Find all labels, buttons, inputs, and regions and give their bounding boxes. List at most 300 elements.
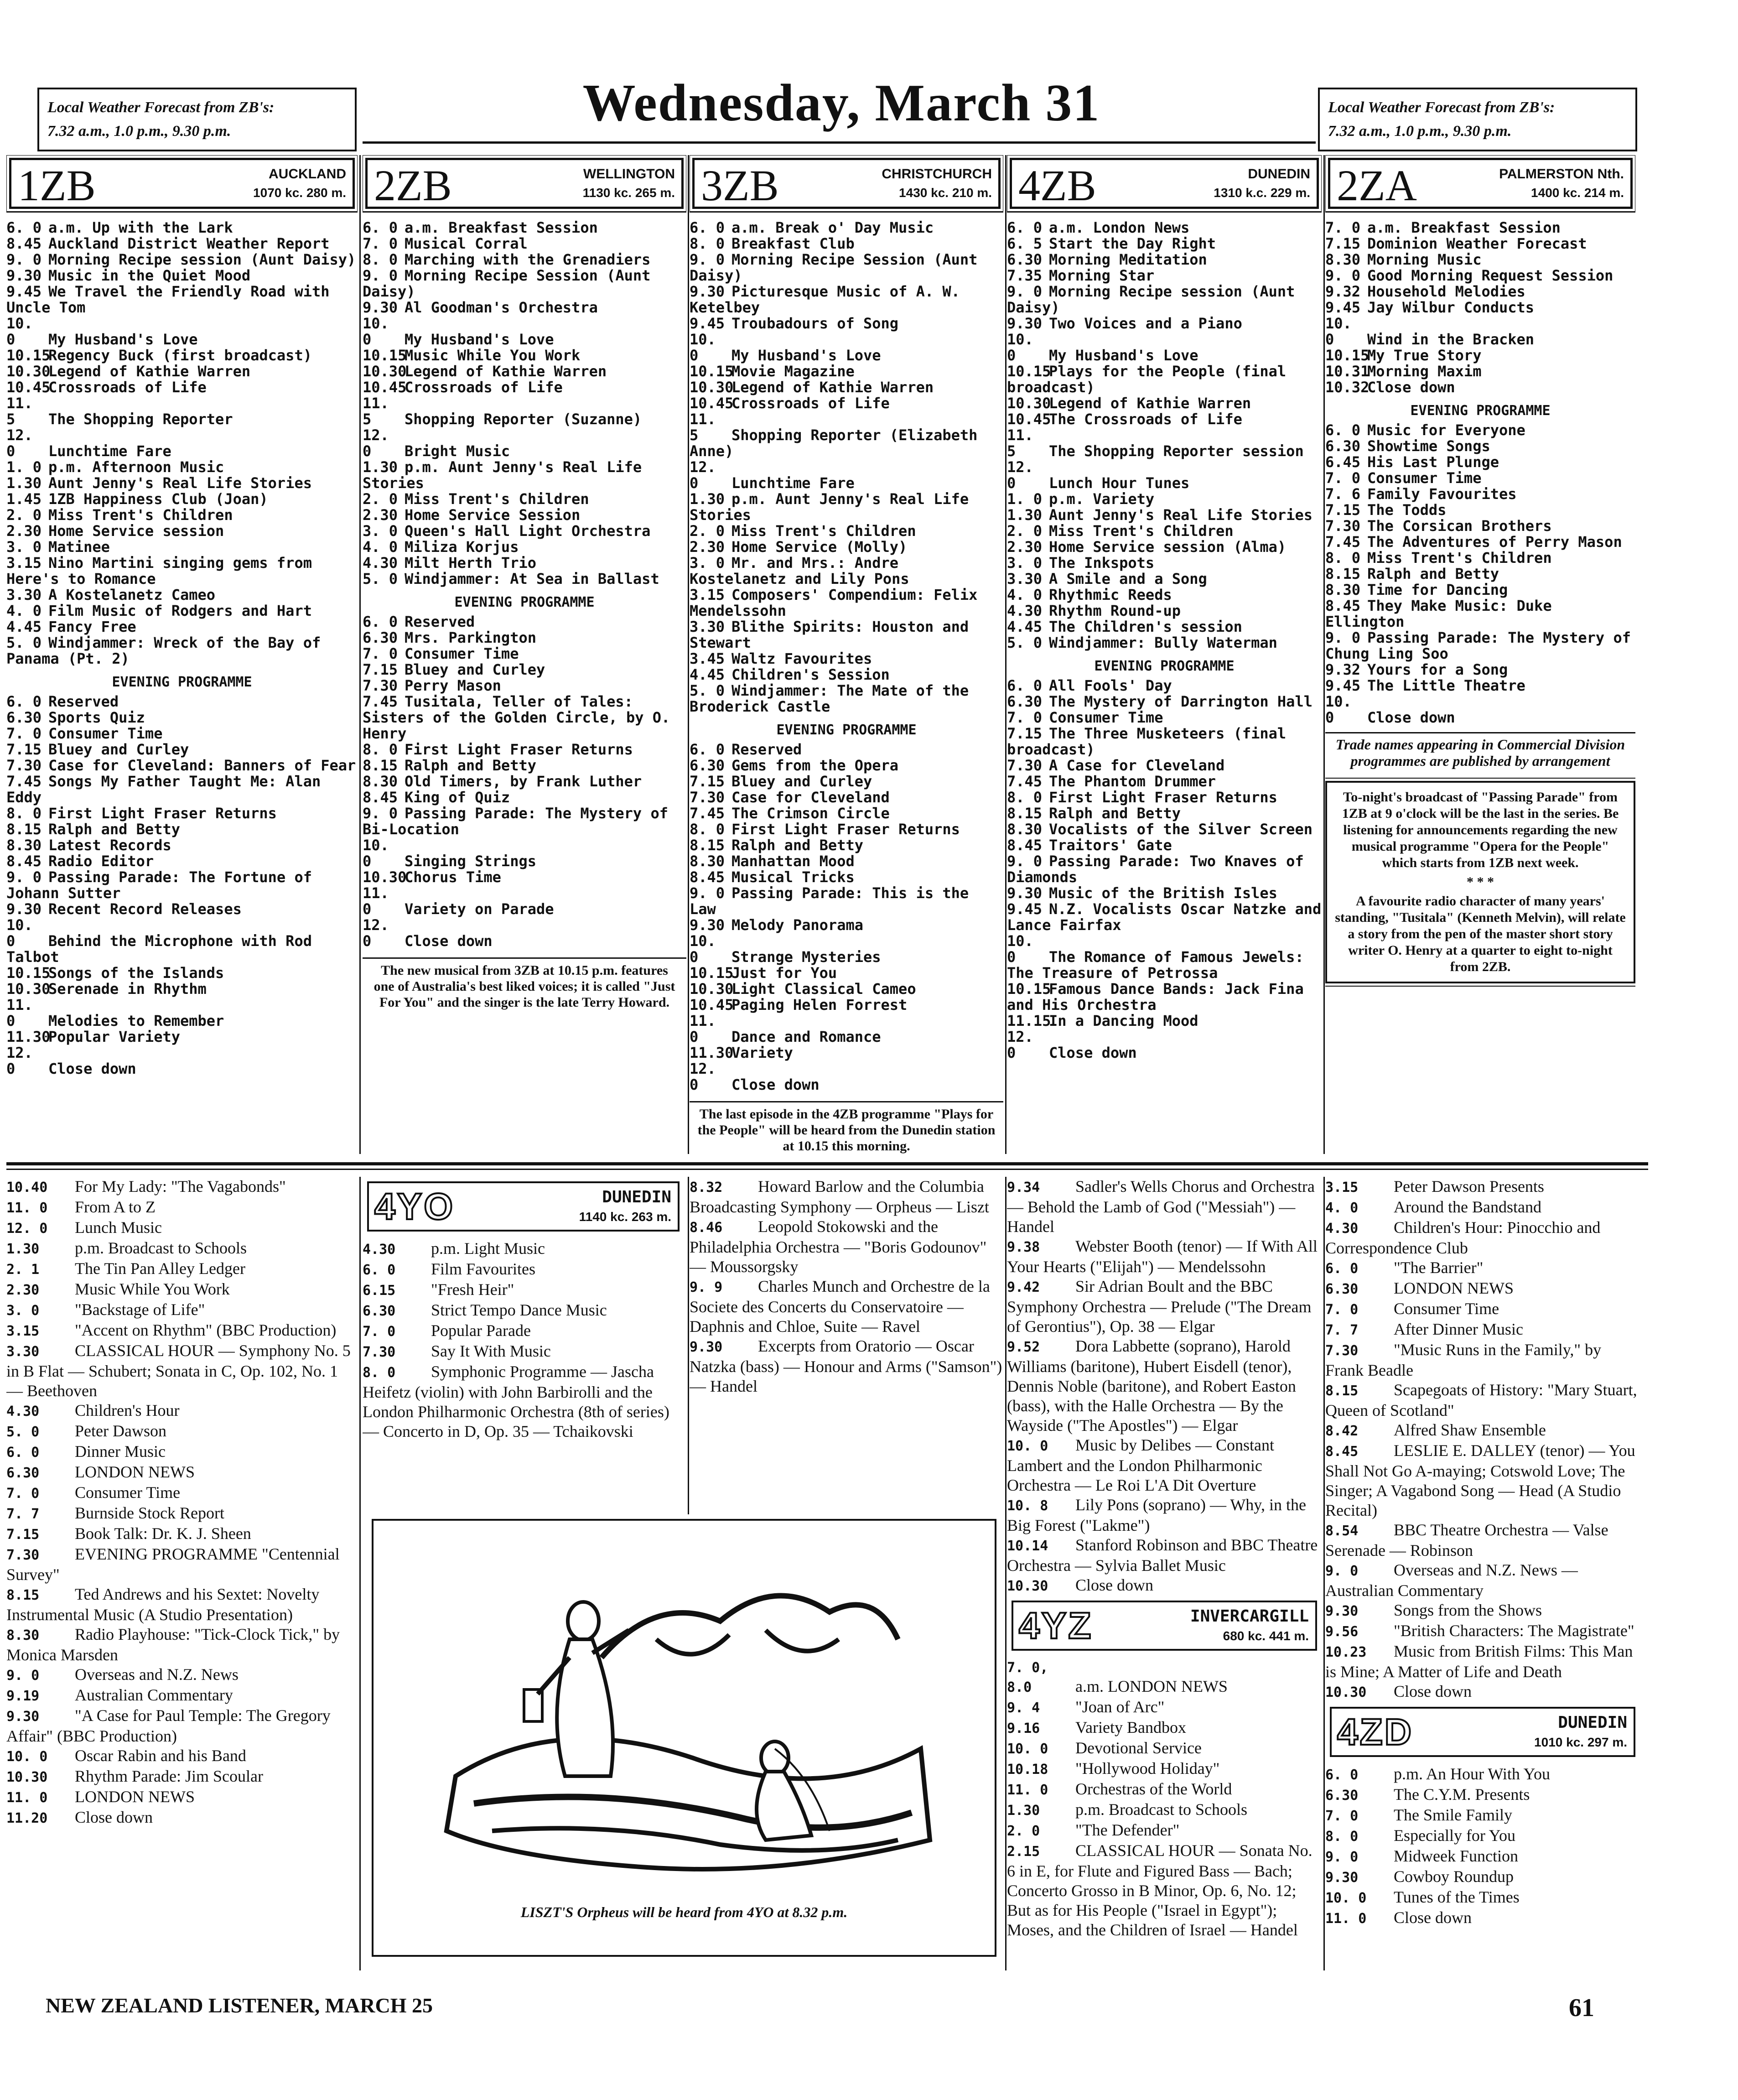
programme-entry <box>6 364 358 379</box>
station-column-1zb <box>6 155 358 1154</box>
programme-title: Cowboy Roundup <box>1394 1867 1514 1886</box>
programme-entry <box>6 268 358 284</box>
programme-title: Alfred Shaw Ensemble <box>1394 1421 1546 1439</box>
programme-entry <box>1007 981 1322 1013</box>
programme-time: 8.42 <box>1325 1423 1359 1439</box>
programme-time: 7.45 <box>1007 773 1043 790</box>
programme-time: 9. 0 <box>363 805 398 822</box>
programme-title: Legend of Kathie Warren <box>405 363 607 380</box>
programme-title: The Smile Family <box>1394 1806 1512 1824</box>
programme-time: 7. 0 <box>1325 1302 1359 1318</box>
programme-time: 6. 0 <box>1325 421 1361 439</box>
programme-time: 8.32 <box>690 1180 723 1196</box>
programme-time: 6. 5 <box>1007 235 1043 252</box>
programme-title: Miss Trent's Children <box>732 522 916 540</box>
station-frequency: 1310 k.c. 229 m. <box>1214 186 1310 200</box>
programme-entry <box>1007 1841 1322 1940</box>
programme-entry <box>6 1483 358 1503</box>
programme-title: Bluey and Curley <box>48 741 189 758</box>
programme-time: 12. 0 <box>690 1060 716 1093</box>
programme-entry <box>690 1045 1003 1061</box>
weather-times: 7.32 a.m., 1.0 p.m., 9.30 p.m. <box>47 123 231 140</box>
programme-entry <box>1007 1658 1322 1697</box>
programme-title: Close down <box>1394 1908 1472 1927</box>
programme-time: 10. 0 <box>1007 1438 1048 1454</box>
lower-column-5 <box>1325 1177 1640 1980</box>
programme-title: Children's Hour <box>75 1401 180 1419</box>
programme-title: Excerpts from Oratorio — Oscar Natzka (bass) — Honour and Arms ("Samson") — Handel <box>690 1337 1002 1395</box>
programme-time: 11. 5 <box>363 395 389 428</box>
programme-time: 12. 0 <box>6 1044 33 1077</box>
programme-entry <box>690 742 1003 758</box>
programme-entry <box>1325 1320 1640 1340</box>
programme-entry <box>1325 1177 1640 1197</box>
programme-time: 10. 0 <box>363 837 389 870</box>
programme-title: a.m. London News <box>1049 219 1190 236</box>
programme-time: 7. 7 <box>6 1506 40 1522</box>
programme-title: For My Lady: "The Vagabonds" <box>75 1177 286 1196</box>
programme-title: Waltz Favourites <box>732 650 872 667</box>
programme-entry <box>1325 1601 1640 1621</box>
programme-entry <box>363 885 686 917</box>
programme-time: 10.45 <box>1007 411 1051 428</box>
programme-title: Chorus Time <box>405 868 501 886</box>
programme-title: Radio Playhouse: "Tick-Clock Tick," by Monica Marsden <box>6 1625 340 1664</box>
programme-time: 3.30 <box>6 1344 40 1360</box>
programme-title: Crossroads of Life <box>732 395 890 412</box>
programme-time: 6. 0 <box>690 741 725 758</box>
programme-time: 10.30 <box>1325 1684 1367 1700</box>
programme-time: 7.30 <box>1007 757 1043 774</box>
programme-time: 11. 0 <box>363 884 389 918</box>
programme-entry <box>363 1259 684 1280</box>
programme-entry <box>690 364 1003 379</box>
programme-entry <box>363 1239 684 1259</box>
programme-title: Rhythmic Reeds <box>1049 586 1172 603</box>
station-frequency: 1130 kc. 265 m. <box>582 186 675 200</box>
programme-time: 2.30 <box>1007 538 1043 556</box>
programme-title: Popular Variety <box>48 1028 180 1045</box>
programme-entry <box>690 885 1003 917</box>
lower-column-4 <box>1007 1177 1322 1980</box>
programme-time: 8. 0 <box>6 805 42 822</box>
column-divider <box>1323 1177 1325 1970</box>
programme-entry <box>6 1746 358 1767</box>
programme-time: 8.45 <box>6 235 42 252</box>
programme-entry <box>1325 252 1635 268</box>
programme-time: 8.46 <box>690 1220 723 1236</box>
programme-title: Case for Cleveland <box>732 789 890 806</box>
programme-entry <box>363 523 686 539</box>
programme-title: a.m. LONDON NEWS <box>1075 1677 1228 1695</box>
programme-entry <box>1325 1621 1640 1642</box>
programme-title: Melody Panorama <box>732 916 863 934</box>
programme-time: 7.15 <box>363 661 398 678</box>
programme-time: 7.15 <box>690 773 725 790</box>
programme-entry <box>690 1217 1004 1277</box>
programme-title: Passing Parade: Two Knaves of Diamonds <box>1007 852 1304 886</box>
programme-title: Just for You <box>732 964 837 982</box>
programme-title: Dinner Music <box>75 1442 166 1461</box>
programme-entry <box>6 1421 358 1442</box>
programme-title: Dominion Weather Forecast <box>1367 235 1587 252</box>
programme-entry <box>363 869 686 885</box>
programme-entry <box>6 1462 358 1483</box>
programme-time: 7. 0 <box>1325 1808 1359 1824</box>
programme-entry <box>1325 470 1635 486</box>
programme-title: Ralph and Betty <box>1049 805 1181 822</box>
programme-entry <box>1007 603 1322 619</box>
station-city: DUNEDIN <box>602 1188 671 1206</box>
programme-entry <box>363 300 686 316</box>
programme-time: 7. 0 <box>6 1486 40 1502</box>
programme-title: A Case for Cleveland <box>1049 757 1225 774</box>
programme-entry <box>1007 619 1322 635</box>
programme-title: Windjammer: Bully Waterman <box>1049 634 1277 651</box>
programme-entry <box>1007 252 1322 268</box>
programme-time: 9.30 <box>690 1339 723 1355</box>
programme-time: 6.30 <box>1325 437 1361 455</box>
programme-entry <box>1325 1805 1640 1826</box>
programme-title: Close down <box>48 1060 136 1077</box>
programme-entry <box>690 252 1003 284</box>
programme-time: 10. 0 <box>6 1749 48 1765</box>
programme-title: We Travel the Friendly Road with Uncle Tom <box>6 283 330 316</box>
programme-entry <box>363 1341 684 1362</box>
programme-title: Famous Dance Bands: Jack Fina and His Orchestra <box>1007 980 1304 1014</box>
station-city: DUNEDIN <box>1558 1713 1627 1732</box>
station-city: INVERCARGILL <box>1190 1607 1309 1626</box>
programme-time: 8.15 <box>6 1587 40 1603</box>
programme-time: 7.15 <box>1325 235 1361 252</box>
programme-entry <box>6 1029 358 1045</box>
programme-time: 7.15 <box>6 741 42 758</box>
programme-entry <box>1007 332 1322 364</box>
programme-time: 7.30 <box>6 1547 40 1563</box>
programme-time: 10.30 <box>6 980 51 998</box>
programme-entry <box>1325 534 1635 550</box>
programme-title: "British Characters: The Magistrate" <box>1394 1622 1634 1640</box>
programme-entry <box>6 316 358 348</box>
programme-title: Rhythm Parade: Jim Scoular <box>75 1767 263 1785</box>
programme-title: Breakfast Club <box>732 235 855 252</box>
programme-time: 10. 0 <box>690 331 716 364</box>
station-header <box>692 158 1001 209</box>
programme-title: Bright Music <box>405 442 510 460</box>
programme-title: Fancy Free <box>48 618 136 635</box>
programme-entry <box>1007 507 1322 523</box>
programme-time: 11.15 <box>1007 1012 1051 1029</box>
programme-entry <box>6 997 358 1029</box>
programme-title: Morning Recipe Session (Aunt Daisy) <box>690 251 978 284</box>
programme-time: 10.14 <box>1007 1538 1048 1554</box>
programme-title: My Husband's Love <box>732 347 881 364</box>
programme-entry <box>6 1341 358 1401</box>
programme-entry <box>6 395 358 427</box>
programme-entry <box>363 837 686 869</box>
programme-title: Music for Everyone <box>1367 421 1525 439</box>
programme-entry <box>6 1625 358 1665</box>
programme-time: 8.15 <box>1325 565 1361 582</box>
programme-time: 7. 0 <box>363 1324 396 1340</box>
programme-time: 8.45 <box>1325 1444 1359 1460</box>
programme-title: Legend of Kathie Warren <box>1049 395 1251 412</box>
programme-title: Passing Parade: This is the Law <box>690 884 969 918</box>
programme-entry <box>690 917 1003 933</box>
programme-entry <box>1007 555 1322 571</box>
programme-title: Music by Delibes — Constant Lambert and the London Philharmonic Orchestra — Le Roi L'A Dit Overture <box>1007 1436 1274 1494</box>
programme-entry <box>6 1544 358 1585</box>
programme-time: 9.30 <box>363 299 398 316</box>
programme-title: Vocalists of the Silver Screen <box>1049 821 1313 838</box>
programme-entry <box>1325 454 1635 470</box>
programme-time: 6.30 <box>1325 1788 1359 1804</box>
programme-time: 7.30 <box>363 677 398 694</box>
programme-entry <box>6 475 358 491</box>
programme-time: 10.30 <box>1007 395 1051 412</box>
programme-entry <box>363 395 686 427</box>
programme-entry <box>1007 726 1322 758</box>
programme-entry <box>690 965 1003 981</box>
programme-entry <box>1325 1642 1640 1682</box>
programme-entry <box>1007 1697 1322 1718</box>
programme-time: 10. 0 <box>1007 331 1033 364</box>
programme-entry <box>1007 933 1322 981</box>
programme-entry <box>1007 459 1322 491</box>
programme-title: "The Defender" <box>1075 1821 1180 1839</box>
programme-title: Charles Munch and Orchestre de la Societe des Concerts du Conservatoire — Daphnis and Chloe, Suite — Ravel <box>690 1277 990 1336</box>
programme-title: King of Quiz <box>405 789 510 806</box>
programme-time: 10.15 <box>6 347 51 364</box>
programme-time: 5. 0 <box>363 570 398 587</box>
programme-title: Paging Helen Forrest <box>732 996 908 1014</box>
programme-title: Music While You Work <box>405 347 581 364</box>
programme-time: 10. 0 <box>1007 932 1033 966</box>
programme-entry <box>363 348 686 364</box>
programme-time: 11.30 <box>6 1028 51 1045</box>
programme-title: Music from British Films: This Man is Mine; A Matter of Life and Death <box>1325 1642 1633 1681</box>
programme-title: Webster Booth (tenor) — If With All Your Hearts ("Elijah") — Mendelssohn <box>1007 1237 1318 1276</box>
programme-time: 1.30 <box>6 1241 40 1257</box>
programme-entry <box>1007 1800 1322 1820</box>
programme-time: 10.30 <box>363 868 407 886</box>
programme-entry <box>363 678 686 694</box>
programme-time: 8. 0 <box>1007 789 1043 806</box>
lower-column-4yo <box>363 1177 684 1514</box>
programme-entry <box>1325 1846 1640 1867</box>
programme-time: 3.30 <box>1007 570 1043 587</box>
programme-title: The Inkspots <box>1049 554 1155 572</box>
programme-title: Blithe Spirits: Houston and Stewart <box>690 618 969 651</box>
programme-time: 9.42 <box>1007 1279 1040 1295</box>
programme-time: 9. 4 <box>1007 1700 1040 1716</box>
programme-entry <box>1007 1013 1322 1029</box>
programme-entry <box>363 614 686 630</box>
programme-title: Old Timers, by Frank Luther <box>405 773 642 790</box>
station-frequency: 680 kc. 441 m. <box>1223 1629 1309 1643</box>
programme-title: My True Story <box>1367 347 1482 364</box>
station-city: WELLINGTON <box>583 166 675 182</box>
programme-entry <box>6 1300 358 1320</box>
programme-title: My Husband's Love <box>405 331 554 348</box>
programme-time: 9.38 <box>1007 1239 1040 1255</box>
programme-entry <box>363 742 686 758</box>
programme-time: 10. 0 <box>1325 315 1352 348</box>
programme-entry <box>363 427 686 459</box>
footer-masthead: NEW ZEALAND LISTENER, MARCH 25 <box>46 1994 433 2017</box>
programme-time: 9.45 <box>6 283 42 300</box>
programme-time: 6.30 <box>363 1303 396 1319</box>
programme-time: 9. 0 <box>1007 283 1043 300</box>
programme-entry <box>6 726 358 742</box>
programme-entry <box>690 411 1003 459</box>
programme-time: 8.45 <box>1325 597 1361 614</box>
illustration-frame <box>372 1519 996 1957</box>
programme-title: Sir Adrian Boult and the BBC Symphony Orchestra — Prelude ("The Dream of Gerontius"), Op. 38 — Elgar <box>1007 1277 1312 1336</box>
programme-entry <box>690 774 1003 790</box>
programme-entry <box>1325 1420 1640 1441</box>
programme-entry <box>690 284 1003 316</box>
programme-title: Peter Dawson Presents <box>1394 1177 1544 1196</box>
programme-time: 1. 0 <box>1007 490 1043 508</box>
programme-time: 12. 0 <box>363 916 389 950</box>
programme-entry <box>690 758 1003 774</box>
programme-entry <box>6 220 358 236</box>
station-call-sign: 2ZB <box>374 161 452 210</box>
programme-title: Close down <box>1049 1044 1137 1061</box>
programme-entry <box>1325 630 1635 662</box>
programme-entry <box>1007 1177 1322 1237</box>
programme-title: Gems from the Opera <box>732 757 899 774</box>
programme-title: Miss Trent's Children <box>48 506 233 524</box>
programme-entry <box>6 1259 358 1279</box>
programme-title: Rhythm Round-up <box>1049 602 1181 619</box>
station-note: The last episode in the 4ZB programme "Plays for the People" will be heard from the Dunedin station at 10.15 this morning. <box>690 1101 1003 1154</box>
programme-title: Radio Editor <box>48 852 154 870</box>
programme-time: 8. 0 <box>1325 1829 1359 1845</box>
programme-title: p.m. Afternoon Music <box>48 458 224 476</box>
programme-entry <box>363 1321 684 1341</box>
station-frequency: 1070 kc. 280 m. <box>253 186 346 200</box>
programme-title: Morning Recipe session (Aunt Daisy) <box>1007 283 1295 316</box>
programme-time: 4.45 <box>6 618 42 635</box>
programme-title: Around the Bandstand <box>1394 1198 1541 1216</box>
programme-title: p.m. Aunt Jenny's Real Life Stories <box>690 490 969 524</box>
programme-entry <box>1325 284 1635 300</box>
programme-entry <box>690 651 1003 667</box>
programme-time: 6. 0 <box>363 613 398 630</box>
programme-title: Nino Martini singing gems from Here's to Romance <box>6 554 312 587</box>
programme-entry <box>6 758 358 774</box>
programme-title: Legend of Kathie Warren <box>732 379 934 396</box>
programme-entry <box>1325 236 1635 252</box>
programme-time: 9.56 <box>1325 1624 1359 1640</box>
programme-entry <box>1007 1575 1322 1596</box>
programme-entry <box>690 981 1003 997</box>
programme-title: Ralph and Betty <box>1367 565 1499 582</box>
programme-time: 7.45 <box>1325 533 1361 551</box>
programme-time: 8. 0 <box>1325 549 1361 567</box>
programme-title: The Children's session <box>1049 618 1242 635</box>
station-call-sign: 2ZA <box>1337 161 1417 210</box>
programme-title: The Crossroads of Life <box>1049 411 1242 428</box>
programme-title: Oscar Rabin and his Band <box>75 1747 246 1765</box>
programme-time: 10.32 <box>1325 379 1370 396</box>
programme-time: 9.32 <box>1325 283 1361 300</box>
programme-title: Aunt Jenny's Real Life Stories <box>1049 506 1313 524</box>
programme-time: 3.15 <box>6 554 42 572</box>
station-note: The new musical from 3ZB at 10.15 p.m. features one of Australia's best liked voices; it is called "Just For You" and the singer is the late Terry Howard. <box>363 957 686 1014</box>
programme-time: 8.30 <box>690 852 725 870</box>
programme-title: Book Talk: Dr. K. J. Sheen <box>75 1524 251 1543</box>
programme-time: 11. 0 <box>6 1790 48 1806</box>
programme-entry <box>690 619 1003 651</box>
programme-title: "Backstage of Life" <box>75 1300 205 1319</box>
programme-time: 2. 0 <box>6 506 42 524</box>
programme-title: Ted Andrews and his Sextet: Novelty Instrumental Music (A Studio Presentation) <box>6 1585 320 1624</box>
programme-entry <box>6 917 358 965</box>
programme-entry <box>6 965 358 981</box>
programme-title: Consumer Time <box>1367 469 1482 487</box>
programme-entry <box>6 1665 358 1685</box>
column-divider <box>359 155 361 1154</box>
programme-entry <box>6 742 358 758</box>
programme-time: 8.54 <box>1325 1523 1359 1539</box>
programme-time: 9.45 <box>1007 900 1043 918</box>
programme-entry <box>363 539 686 555</box>
programme-entry <box>363 507 686 523</box>
programme-title: First Light Fraser Returns <box>48 805 277 822</box>
programme-title: Close down <box>1394 1682 1472 1700</box>
programme-time: 10.30 <box>690 980 734 998</box>
programme-title: Two Voices and a Piano <box>1049 315 1242 332</box>
programme-entry <box>1007 491 1322 507</box>
programme-entry <box>6 869 358 901</box>
station-column-2zb <box>363 155 686 1154</box>
header-rule <box>363 141 1316 144</box>
programme-entry <box>6 1442 358 1462</box>
programme-entry <box>1325 550 1635 566</box>
programme-time: 9. 0 <box>6 1668 40 1684</box>
programme-time: 1.45 <box>6 490 42 508</box>
programme-time: 10.23 <box>1325 1644 1367 1660</box>
programme-entry <box>1325 1218 1640 1258</box>
programme-title: Shopping Reporter (Suzanne) <box>405 411 642 428</box>
programme-title: Yours for a Song <box>1367 661 1508 678</box>
programme-entry <box>690 869 1003 885</box>
programme-entry <box>6 1524 358 1544</box>
programme-title: p.m. Variety <box>1049 490 1155 508</box>
evening-programme-heading: EVENING PROGRAMME <box>112 674 252 690</box>
programme-entry <box>6 539 358 555</box>
programme-time: 11.20 <box>6 1810 48 1826</box>
programme-entry <box>6 806 358 821</box>
programme-entry <box>1325 1197 1640 1218</box>
programme-entry <box>6 507 358 523</box>
programme-time: 6. 0 <box>6 693 42 710</box>
programme-time: 3.30 <box>6 586 42 603</box>
programme-entry <box>6 1279 358 1300</box>
programme-time: 7. 6 <box>1325 485 1361 503</box>
programme-time: 8. 0 <box>363 741 398 758</box>
programme-title: LONDON NEWS <box>75 1463 195 1481</box>
programme-title: Serenade in Rhythm <box>48 980 207 998</box>
programme-time: 9.45 <box>1325 677 1361 694</box>
programme-title: Troubadours of Song <box>732 315 899 332</box>
programme-time: 9.30 <box>690 916 725 934</box>
programme-title: Home Service session (Alma) <box>1049 538 1287 556</box>
programme-time: 8.30 <box>1325 581 1361 598</box>
